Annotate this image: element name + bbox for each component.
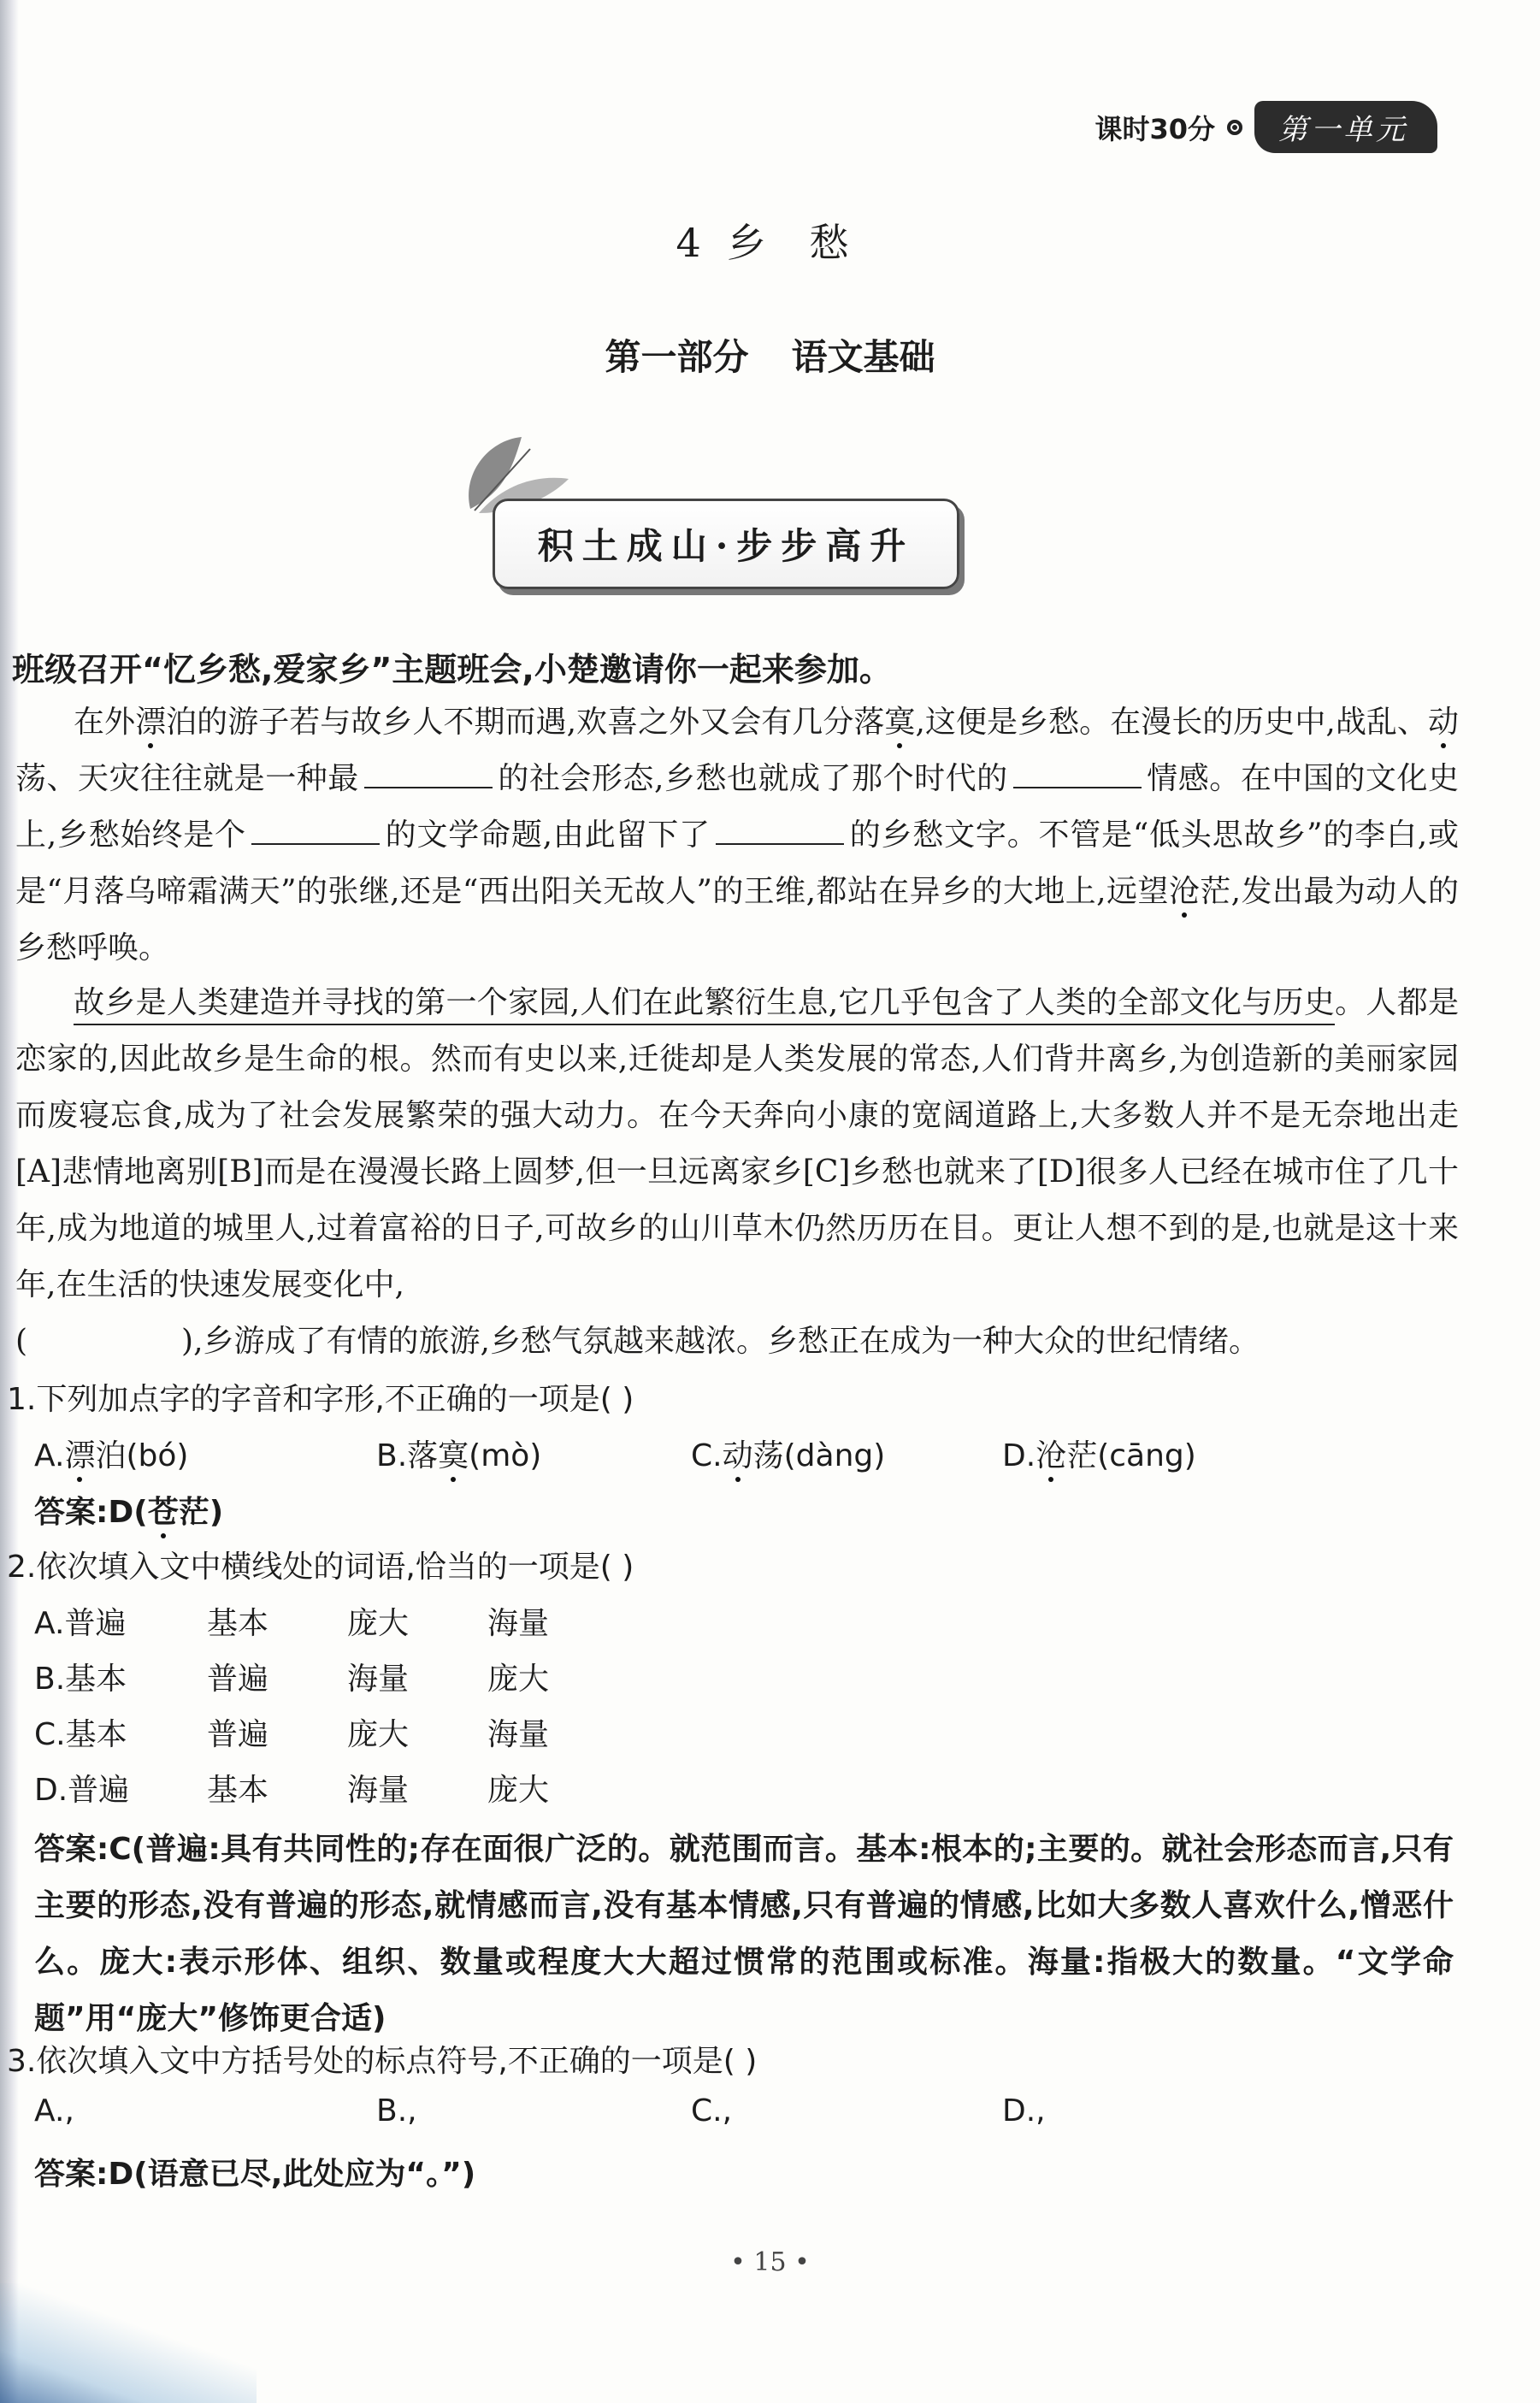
text-run: D. — [1002, 1438, 1036, 1473]
passage-paragraph-2 — [15, 975, 1459, 1370]
word: A.普遍 — [34, 1606, 127, 1641]
option-c[interactable]: C., — [691, 2093, 733, 2128]
dotted-char: 动 — [1427, 705, 1459, 740]
text-run: 的文学命题,由此留下了 — [384, 818, 711, 853]
option-c[interactable] — [691, 1432, 885, 1475]
option-a[interactable] — [34, 1432, 188, 1475]
word: 庞大 — [347, 1717, 410, 1752]
dotted-char: 动 — [722, 1438, 753, 1473]
lesson-name: 乡 愁 — [726, 220, 864, 266]
option-a[interactable]: A., — [34, 2093, 74, 2128]
answer-1 — [34, 1488, 223, 1532]
word: D.普遍 — [34, 1773, 130, 1808]
underlined-sentence: 故乡是人类建造并寻找的第一个家园,人们在此繁衍生息,它几乎包含了人类的全部文化与历史 — [74, 985, 1335, 1025]
fill-blank[interactable] — [251, 814, 380, 845]
dotted-char: 漂 — [64, 1438, 96, 1473]
option-b[interactable] — [34, 1655, 628, 1698]
question-stem: 3.依次填入文中方括号处的标点符号,不正确的一项是( ) — [7, 2044, 758, 2079]
word: 基本 — [207, 1606, 269, 1641]
text-run: ,乡游成了有情的旅游,乡愁气氛越来越浓。乡愁正在成为一种大众的世纪情绪。 — [193, 1324, 1260, 1359]
word: B.基本 — [34, 1662, 127, 1697]
word: 基本 — [207, 1773, 269, 1808]
bullet-icon — [1227, 120, 1242, 135]
option-a[interactable] — [34, 1599, 628, 1643]
text-run: ) — [181, 1324, 194, 1359]
text-run: 在外 — [74, 705, 136, 740]
class-time-label: 课时30分 — [1095, 112, 1215, 145]
dotted-char: 沧 — [1036, 1438, 1067, 1473]
question-stem: 2.依次填入文中横线处的词语,恰当的一项是( ) — [7, 1550, 634, 1585]
page-number: • 15 • — [730, 2247, 810, 2277]
text-run: 荡、天灾往往就是一种最 — [15, 761, 359, 796]
intro-text: 班级召开“忆乡愁,爱家乡”主题班会,小楚邀请你一起来参加。 — [12, 651, 892, 688]
text-run: A. — [34, 1438, 65, 1473]
text-run: (mò) — [469, 1438, 542, 1473]
option-b[interactable]: B., — [376, 2093, 417, 2128]
text-run: 的社会形态,乡愁也就成了那个时代的 — [497, 761, 1008, 796]
word: 普遍 — [207, 1662, 269, 1697]
text-run: 茫) — [178, 1495, 224, 1530]
word: 海量 — [347, 1773, 410, 1808]
fill-blank[interactable] — [364, 758, 493, 788]
page-header — [1095, 101, 1437, 153]
text-run: B.落 — [376, 1438, 439, 1473]
scan-corner-shadow — [0, 2283, 257, 2403]
word: C.基本 — [34, 1717, 127, 1752]
text-run: 茫(cāng) — [1066, 1438, 1196, 1473]
text-run: 答案:D( — [34, 1495, 148, 1530]
text-run: 泊(bó) — [95, 1438, 189, 1473]
fill-blank[interactable] — [1013, 758, 1142, 788]
dotted-char: 苍 — [147, 1495, 179, 1530]
word: 庞大 — [487, 1773, 550, 1808]
text-run: 泊的游子若与故乡人不期而遇,欢喜之外又会有几分落 — [166, 705, 885, 740]
dotted-char: 寞 — [438, 1438, 469, 1473]
text-run: C. — [691, 1438, 723, 1473]
dotted-char: 漂 — [135, 705, 167, 740]
option-d[interactable]: D., — [1002, 2093, 1046, 2128]
word: 庞大 — [347, 1606, 410, 1641]
dotted-char: 沧 — [1168, 874, 1201, 909]
word: 海量 — [487, 1606, 550, 1641]
text-run: 情感。在中国的文化史上,乡愁始终是个 — [15, 761, 1459, 853]
word: 庞大 — [487, 1662, 550, 1697]
unit-badge: 第一单元 — [1254, 101, 1437, 153]
option-d[interactable] — [34, 1766, 628, 1810]
lesson-title — [0, 212, 1540, 269]
option-d[interactable] — [1002, 1432, 1196, 1475]
text-run: 荡(dàng) — [752, 1438, 886, 1473]
option-b[interactable] — [376, 1432, 541, 1475]
text-run: 。人都是恋家的,因此故乡是生命的根。然而有史以来,迁徙却是人类发展的常态,人们背井离乡,为创造新的美丽家园而废寝忘食,成为了社会发展繁荣的强大动力。在今天奔向小康的宽阔道路上,大多数人并不是无奈地出走[A]悲情地离别[B]而是在漫漫长路上圆梦,但一旦远离家乡[C]乡愁也就来了[D]很多人已经在城市住了几十年,成为地道的城里人,过着富裕的日子,可故乡的山川草木仍然历历在目。更让人想不到的是,也就是这十来年,在生活的快速发展变化中, — [15, 985, 1459, 1302]
lesson-number: 4 — [676, 220, 701, 266]
part-title — [0, 329, 1540, 381]
word: 普遍 — [207, 1717, 269, 1752]
answer-2: 答案:C(普遍:具有共同性的;存在面很广泛的。就范围而言。基本:根本的;主要的。就社会形态而言,只有主要的形态,没有普遍的形态,就情感而言,没有基本情感,只有普遍的情感,比如大多数人喜欢什么,憎恶什么。庞大:表示形体、组织、数量或程度大大超过惯常的范围或标准。海量:指极大的数量。“文学命题”用“庞大”修饰更合适) — [34, 1832, 1454, 2036]
answer-3: 答案:D(语意已尽,此处应为“。”) — [34, 2157, 476, 2192]
part-label: 第一部分 — [605, 336, 749, 378]
text-run: 茫,发出最为动人的乡愁呼唤。 — [15, 874, 1459, 965]
fill-blank[interactable] — [716, 814, 844, 845]
text-run: ( — [15, 1324, 28, 1359]
question-stem: 1.下列加点字的字音和字形,不正确的一项是( ) — [7, 1382, 634, 1417]
section-banner: 积土成山·步步高升 — [493, 499, 959, 589]
word: 海量 — [487, 1717, 550, 1752]
dotted-char: 寞 — [884, 705, 916, 740]
word: 海量 — [347, 1662, 410, 1697]
text-run: ,这便是乡愁。在漫长的历史中,战乱、 — [915, 705, 1428, 740]
part-name: 语文基础 — [791, 336, 935, 378]
passage-paragraph-1 — [15, 694, 1459, 977]
option-c[interactable] — [34, 1710, 628, 1754]
text-run: 的乡愁文字。不管是“低头思故乡”的李白,或是“月落乌啼霜满天”的张继,还是“西出阳关无故人”的王维,都站在异乡的大地上,远望 — [15, 818, 1459, 909]
